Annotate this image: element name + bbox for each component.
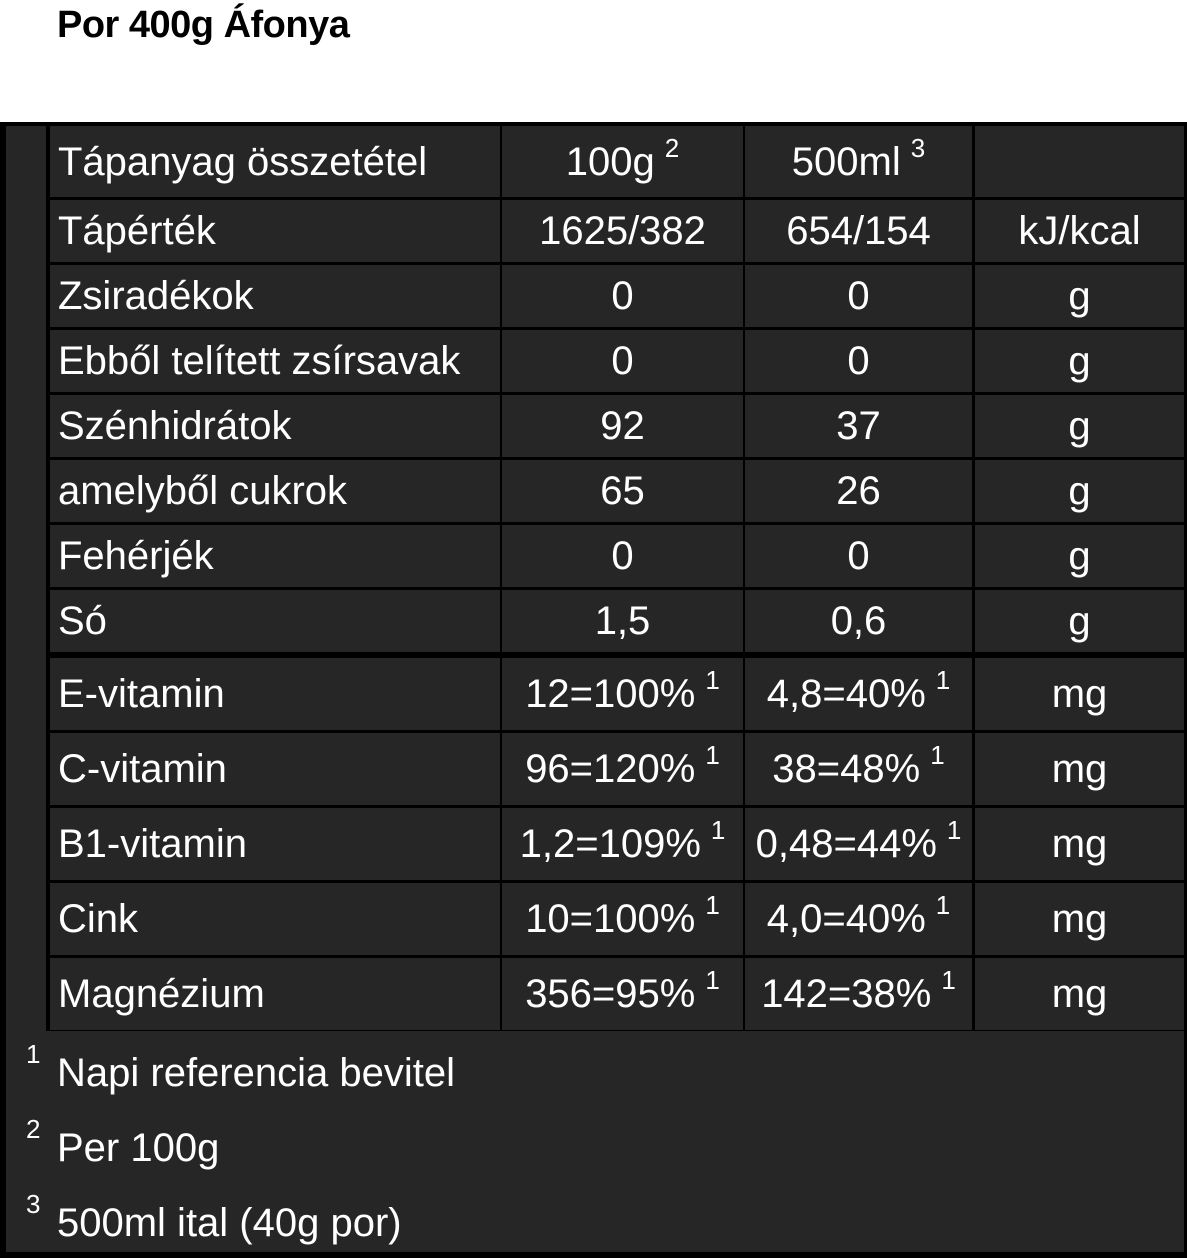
footnote-mark: 1 <box>710 815 726 845</box>
value-100g: 0 <box>611 274 634 318</box>
value-100g: 12=100% <box>525 672 696 716</box>
row-label-cell <box>50 265 500 327</box>
footnote-mark: 3 <box>26 1189 41 1219</box>
row-label-cell <box>50 808 500 880</box>
value-500ml-cell <box>745 460 972 522</box>
value-500ml: 0,48=44% <box>755 822 937 866</box>
row-label: Cink <box>58 897 139 941</box>
value-100g: 1,5 <box>594 599 651 643</box>
row-label: Só <box>58 599 107 643</box>
unit: g <box>1068 534 1091 578</box>
value-500ml: 4,0=40% <box>766 897 926 941</box>
footnote-mark: 1 <box>705 965 720 995</box>
header-500ml: 500ml <box>791 139 901 184</box>
row-label: E-vitamin <box>58 672 225 716</box>
page-title: Por 400g Áfonya <box>57 4 350 46</box>
header-100g: 100g <box>565 139 655 184</box>
row-label-cell <box>50 200 500 262</box>
value-500ml: 0 <box>847 339 870 383</box>
unit-cell <box>975 460 1184 522</box>
value-500ml-cell <box>745 590 972 652</box>
row-label: Fehérjék <box>58 534 214 578</box>
value-100g-cell <box>502 958 743 1030</box>
value-500ml: 142=38% <box>761 972 932 1016</box>
unit-cell <box>975 883 1184 955</box>
value-100g: 1625/382 <box>539 209 706 253</box>
value-500ml-cell <box>745 733 972 805</box>
unit-cell <box>975 200 1184 262</box>
unit: kJ/kcal <box>1018 209 1141 253</box>
value-100g-cell <box>502 883 743 955</box>
unit-cell <box>975 265 1184 327</box>
unit: g <box>1068 469 1091 513</box>
value-500ml-cell <box>745 808 972 880</box>
footnote-text: 500ml ital (40g por) <box>57 1201 402 1245</box>
value-100g-cell <box>502 460 743 522</box>
value-100g-cell <box>502 808 743 880</box>
unit-cell <box>975 733 1184 805</box>
header-100g-footnote-mark: 2 <box>664 132 680 163</box>
value-500ml: 654/154 <box>786 209 931 253</box>
value-100g: 0 <box>611 339 634 383</box>
value-500ml: 38=48% <box>772 747 921 791</box>
unit-cell <box>975 808 1184 880</box>
row-label: Tápérték <box>58 209 216 253</box>
value-100g-cell <box>502 525 743 587</box>
value-100g-cell <box>502 265 743 327</box>
value-500ml: 4,8=40% <box>766 672 926 716</box>
unit: mg <box>1051 747 1108 791</box>
footnote-mark: 1 <box>946 815 962 845</box>
footnote-mark: 1 <box>941 965 956 995</box>
value-500ml-cell <box>745 658 972 730</box>
header-label: Tápanyag összetétel <box>58 139 428 184</box>
row-label-cell <box>50 460 500 522</box>
value-100g-cell <box>502 200 743 262</box>
row-label-cell <box>50 525 500 587</box>
footnote-mark: 1 <box>935 890 951 920</box>
value-500ml-cell <box>745 265 972 327</box>
footnote-mark: 1 <box>705 665 720 695</box>
value-500ml-cell <box>745 883 972 955</box>
header-500ml-cell <box>745 126 972 197</box>
unit-cell <box>975 958 1184 1030</box>
value-500ml-cell <box>745 958 972 1030</box>
value-100g-cell <box>502 330 743 392</box>
table-left-gutter <box>6 126 46 1032</box>
value-100g: 10=100% <box>525 897 696 941</box>
row-label-cell <box>50 733 500 805</box>
value-100g: 96=120% <box>525 747 696 791</box>
row-label-cell <box>50 883 500 955</box>
value-500ml: 26 <box>836 469 881 513</box>
footnote-text: Napi referencia bevitel <box>57 1051 455 1095</box>
unit: g <box>1068 274 1091 318</box>
row-label-cell <box>50 958 500 1030</box>
row-label-cell <box>50 395 500 457</box>
value-500ml-cell <box>745 330 972 392</box>
value-100g-cell <box>502 733 743 805</box>
value-500ml: 0,6 <box>830 599 887 643</box>
header-unit-cell <box>975 126 1184 197</box>
row-label: Zsiradékok <box>58 274 254 318</box>
row-label-cell <box>50 330 500 392</box>
row-label: Magnézium <box>58 972 265 1016</box>
value-100g: 0 <box>611 534 634 578</box>
row-label: Szénhidrátok <box>58 404 292 448</box>
unit-cell <box>975 658 1184 730</box>
unit: mg <box>1051 897 1108 941</box>
unit: mg <box>1051 972 1108 1016</box>
footnotes <box>6 1031 1184 1252</box>
value-100g: 65 <box>600 469 645 513</box>
unit: g <box>1068 339 1091 383</box>
value-500ml-cell <box>745 200 972 262</box>
value-100g: 1,2=109% <box>519 822 701 866</box>
unit-cell <box>975 395 1184 457</box>
value-100g: 356=95% <box>525 972 696 1016</box>
footnote-mark: 1 <box>935 665 951 695</box>
value-100g-cell <box>502 590 743 652</box>
header-100g-cell <box>502 126 743 197</box>
footnote-mark: 1 <box>705 890 720 920</box>
footnote-mark: 1 <box>930 740 945 770</box>
unit: g <box>1068 599 1091 643</box>
footnote-mark: 1 <box>26 1039 41 1069</box>
row-label-cell <box>50 658 500 730</box>
row-label-cell <box>50 590 500 652</box>
row-label: C-vitamin <box>58 747 227 791</box>
value-100g: 92 <box>600 404 645 448</box>
footnote-mark: 2 <box>26 1114 41 1144</box>
footnote-mark: 1 <box>705 740 720 770</box>
unit-cell <box>975 330 1184 392</box>
row-label: amelyből cukrok <box>58 469 348 513</box>
footnote-text: Per 100g <box>57 1126 220 1170</box>
unit: mg <box>1051 672 1108 716</box>
header-500ml-footnote-mark: 3 <box>910 132 926 163</box>
value-500ml-cell <box>745 525 972 587</box>
value-500ml: 0 <box>847 274 870 318</box>
header-label-cell <box>50 126 500 197</box>
unit-cell <box>975 590 1184 652</box>
value-100g-cell <box>502 658 743 730</box>
unit-cell <box>975 525 1184 587</box>
unit: mg <box>1051 822 1108 866</box>
row-label: Ebből telített zsírsavak <box>58 339 461 383</box>
unit: g <box>1068 404 1091 448</box>
value-500ml: 37 <box>836 404 881 448</box>
value-500ml-cell <box>745 395 972 457</box>
value-500ml: 0 <box>847 534 870 578</box>
value-100g-cell <box>502 395 743 457</box>
row-label: B1-vitamin <box>58 822 247 866</box>
